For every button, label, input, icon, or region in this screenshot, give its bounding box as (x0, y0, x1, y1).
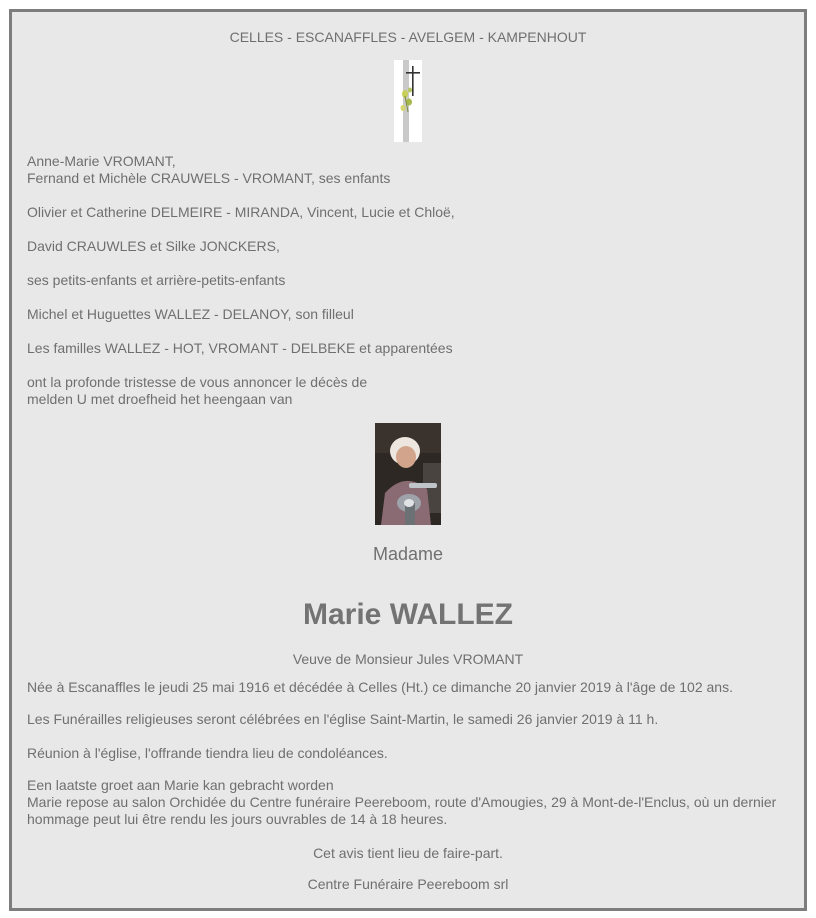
funeral-line: Les Funérailles religieuses seront célébrées en l'église Saint-Martin, le samedi 26 janvier 2019 à 11 h. (27, 711, 659, 727)
reunion-line: Réunion à l'église, l'offrande tiendra lieu de condoléances. (27, 745, 388, 761)
great-grandchildren-line: ses petits-enfants et arrière-petits-enfants (27, 272, 286, 288)
grandchildren-line-1: Olivier et Catherine DELMEIRE - MIRANDA, Vincent, Lucie et Chloë, (27, 204, 455, 220)
grandchildren-line-2: David CRAUWLES et Silke JONCKERS, (27, 238, 280, 254)
farewell-nl: Een laatste groet aan Marie kan gebracht worden (27, 777, 334, 793)
deceased-title: Madame (372, 544, 444, 564)
announcement-nl: melden U met droefheid het heengaan van (27, 391, 293, 407)
families-line: Les familles WALLEZ - HOT, VROMANT - DELBEKE et apparentées (27, 340, 453, 356)
birth-death-line: Née à Escanaffles le jeudi 25 mai 1916 et décédée à Celles (Ht.) ce dimanche 20 janvier 2019 à l'âge de 102 ans. (27, 679, 733, 695)
announcement-fr: ont la profonde tristesse de vous annoncer le décès de (27, 374, 368, 390)
godson-line: Michel et Huguettes WALLEZ - DELANOY, son filleul (27, 306, 354, 322)
deceased-name: Marie WALLEZ (302, 598, 513, 631)
cross-icon (394, 60, 422, 142)
children-line (27, 153, 787, 187)
notice-line: Cet avis tient lieu de faire-part. (313, 845, 503, 861)
farewell-block (27, 777, 787, 828)
obituary-card (9, 9, 807, 911)
family-line-1a: Anne-Marie VROMANT, (27, 153, 176, 169)
locations-header: CELLES - ESCANAFFLES - AVELGEM - KAMPENHOUT (229, 29, 587, 45)
portrait-photo (375, 423, 441, 525)
deceased-spouse: Veuve de Monsieur Jules VROMANT (292, 651, 524, 667)
family-line-1b: Fernand et Michèle CRAUWELS - VROMANT, ses enfants (27, 170, 391, 186)
farewell-fr: Marie repose au salon Orchidée du Centre funéraire Peereboom, route d'Amougies, 29 à Mont-de-l'Enclus, où un dernier hommage peut lui être rendu les jours ouvrables de 14 à 18 heures. (27, 794, 777, 827)
announcement (27, 374, 787, 408)
funeral-home: Centre Funéraire Peereboom srl (307, 876, 509, 892)
